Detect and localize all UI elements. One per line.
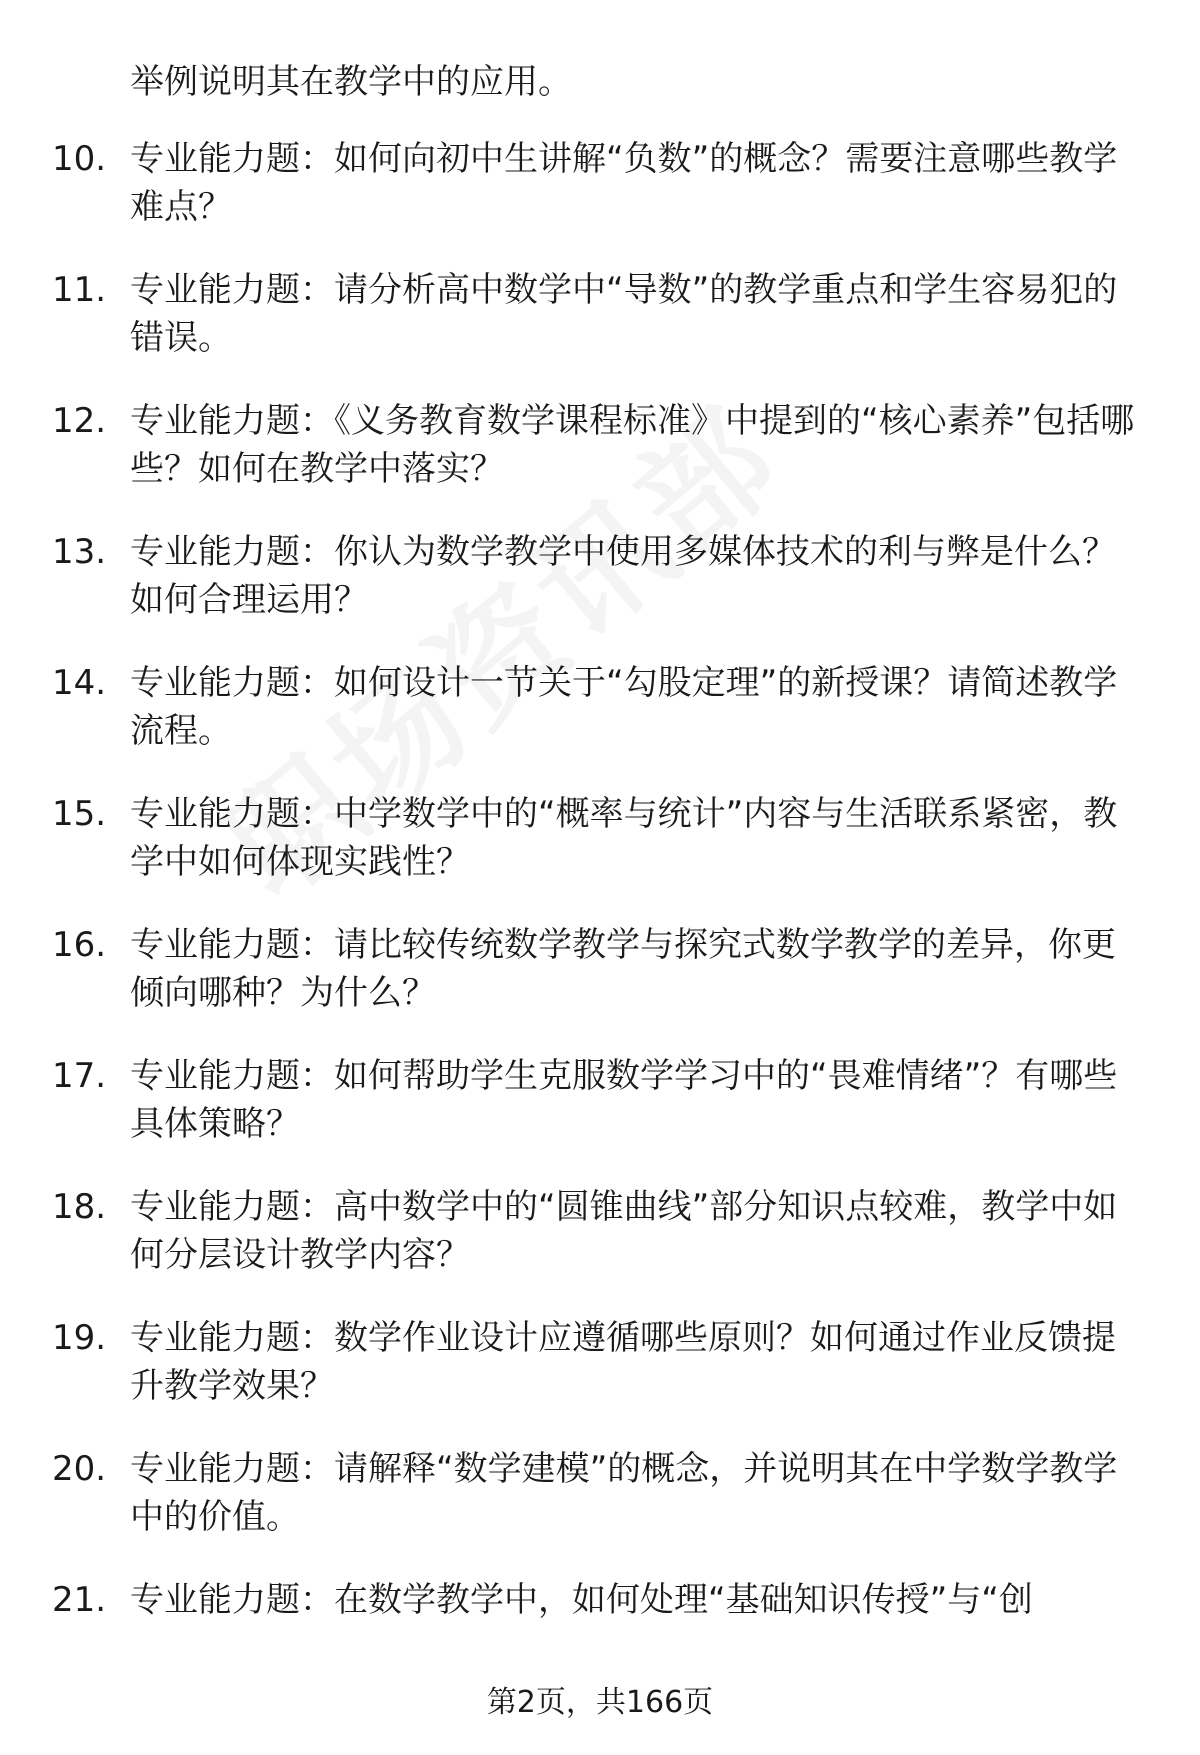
question-text: 专业能力题：如何向初中生讲解“负数”的概念？需要注意哪些教学难点？ xyxy=(130,139,1118,227)
question-text: 专业能力题：《义务教育数学课程标准》中提到的“核心素养”包括哪些？如何在教学中落实？ xyxy=(130,401,1135,489)
question-text: 专业能力题：数学作业设计应遵循哪些原则？如何通过作业反馈提升教学效果？ xyxy=(130,1318,1116,1406)
continued-text: 举例说明其在教学中的应用。 xyxy=(130,62,572,102)
question-item xyxy=(0,659,1200,790)
question-number: 19. xyxy=(52,1318,107,1358)
question-item xyxy=(0,1052,1200,1183)
question-text: 专业能力题：在数学教学中，如何处理“基础知识传授”与“创 xyxy=(130,1580,1033,1620)
question-text: 专业能力题：高中数学中的“圆锥曲线”部分知识点较难，教学中如何分层设计教学内容？ xyxy=(130,1187,1118,1275)
question-number: 14. xyxy=(52,663,107,703)
question-text: 专业能力题：请分析高中数学中“导数”的教学重点和学生容易犯的错误。 xyxy=(130,270,1118,358)
question-text: 专业能力题：中学数学中的“概率与统计”内容与生活联系紧密，教学中如何体现实践性？ xyxy=(130,794,1118,882)
question-list xyxy=(0,135,1200,1707)
question-item xyxy=(0,135,1200,266)
question-text: 专业能力题：请比较传统数学教学与探究式数学教学的差异，你更倾向哪种？为什么？ xyxy=(130,925,1116,1013)
question-item xyxy=(0,1445,1200,1576)
question-number: 12. xyxy=(52,401,107,441)
page-footer: 第2页，共166页 xyxy=(486,1685,714,1720)
question-number: 11. xyxy=(52,270,107,310)
question-number: 10. xyxy=(52,139,107,179)
question-text: 专业能力题：请解释“数学建模”的概念，并说明其在中学数学教学中的价值。 xyxy=(130,1449,1118,1537)
question-number: 18. xyxy=(52,1187,107,1227)
question-item xyxy=(0,266,1200,397)
question-item xyxy=(0,1183,1200,1314)
question-text: 专业能力题：如何帮助学生克服数学学习中的“畏难情绪”？有哪些具体策略？ xyxy=(130,1056,1118,1144)
question-item xyxy=(0,921,1200,1052)
question-item xyxy=(0,528,1200,659)
question-number: 21. xyxy=(52,1580,107,1620)
question-item xyxy=(0,1314,1200,1445)
question-number: 16. xyxy=(52,925,107,965)
question-number: 20. xyxy=(52,1449,107,1489)
question-item xyxy=(0,397,1200,528)
question-number: 13. xyxy=(52,532,107,572)
question-text: 专业能力题：你认为数学教学中使用多媒体技术的利与弊是什么？如何合理运用？ xyxy=(130,532,1116,620)
question-number: 17. xyxy=(52,1056,107,1096)
question-number: 15. xyxy=(52,794,107,834)
question-item xyxy=(0,790,1200,921)
question-text: 专业能力题：如何设计一节关于“勾股定理”的新授课？请简述教学流程。 xyxy=(130,663,1118,751)
